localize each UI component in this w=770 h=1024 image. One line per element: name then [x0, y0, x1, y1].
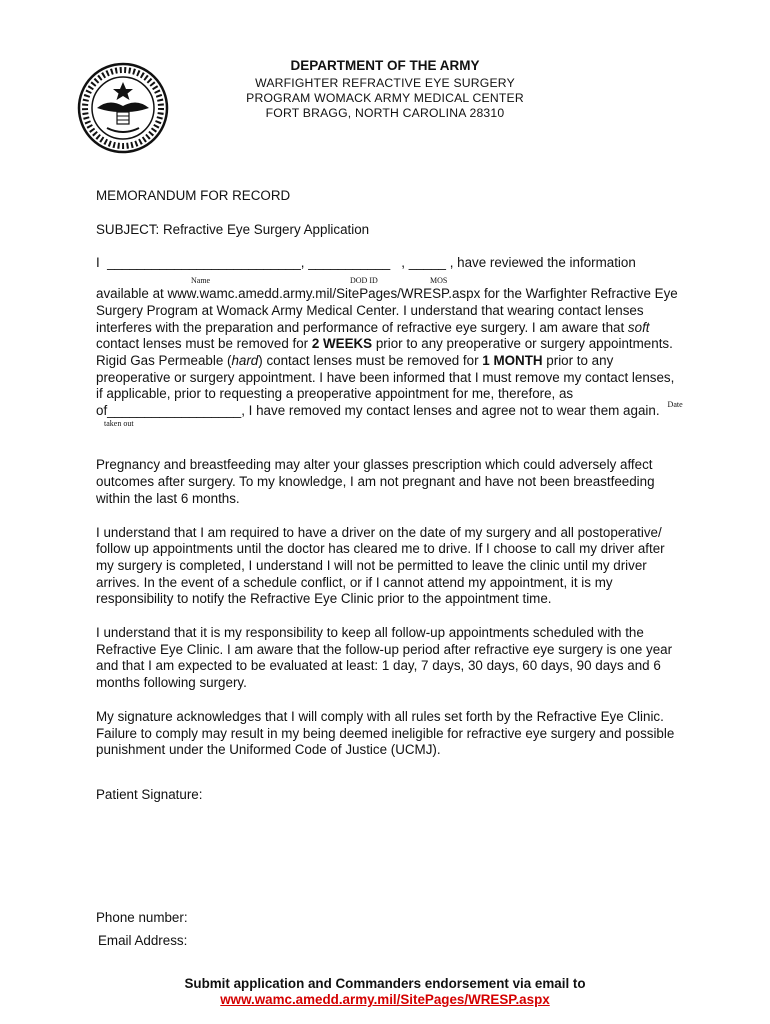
acknowledgement-paragraph: My signature acknowledges that I will comply with all rules set forth by the Refractive Eye Clinic. Failure to comply may result in my being deemed ineligible for refractive eye surgery and possible punishment under the Uniformed Code of Justice (UCMJ). — [96, 708, 675, 758]
footer-link[interactable]: www.wamc.amedd.army.mil/SitePages/WRESP.aspx — [220, 992, 550, 1007]
letterhead — [200, 58, 570, 121]
soft-emphasis: soft — [627, 319, 650, 335]
department-of-defense-seal — [77, 62, 169, 154]
contact-lens-paragraph: available at www.wamc.amedd.army.mil/SitePages/WRESP.aspx for the Warfighter Refractive Eye Surgery Program at Womack Army Medical Center. I understand that wearing contact lenses interferes with the preparation and performance of refractive eye surgery. I am aware that soft contact lenses must be removed for 2 WEEKS prior to any preoperative or surgery appointments. Rigid Gas Permeable (hard) contact lenses must be removed for 1 MONTH prior to any preoperative or surgery appointment. I have been informed that I must remove my contact lenses, if applicable, prior to requesting a preoperative appointment for me, therefore, as of__________________, I have removed my contact lenses and agree not to wear them again. $^{Date taken out}$ — [96, 286, 683, 428]
driver-paragraph: I understand that I am required to have a driver on the date of my surgery and all postoperative/ follow up appointments until the doctor has cleared me to drive. If I choose to call my driver after my surgery is completed, I understand I will not be permitted to leave the clinic until my driver arrives. In the event of a schedule conflict, or if I cannot attend my appointment, it is my responsibility to notify the Refractive Eye Clinic prior to the appointment time. — [96, 524, 665, 607]
memo-body — [96, 188, 681, 804]
patient-signature-label[interactable]: Patient Signature: — [96, 786, 203, 802]
pregnancy-paragraph: Pregnancy and breastfeeding may alter your glasses prescription which could adversely affect outcomes after surgery. To my knowledge, I am not pregnant and have not been breastfeeding within the last 6 months. — [96, 457, 655, 506]
label-mos: MOS — [430, 276, 448, 286]
applicant-info-line[interactable]: I __________________________, ___________ , _____ , have reviewed the information — [96, 255, 636, 271]
label-name: Name — [191, 276, 211, 286]
letterhead-line-1: WARFIGHTER REFRACTIVE EYE SURGERY — [255, 76, 515, 90]
two-weeks-emphasis: 2 WEEKS — [311, 336, 373, 352]
email-address-label[interactable]: Email Address: — [98, 933, 188, 948]
phone-number-label[interactable]: Phone number: — [96, 910, 188, 925]
label-date-taken-out: Date taken out — [104, 400, 683, 428]
footer-instruction: Submit application and Commanders endorsement via email to — [184, 976, 586, 991]
memo-heading: MEMORANDUM FOR RECORD — [96, 188, 291, 203]
one-month-emphasis: 1 MONTH — [482, 352, 543, 368]
hard-emphasis: hard — [231, 352, 259, 368]
label-dod-id: DOD ID — [350, 276, 378, 286]
applicant-info-labels — [96, 272, 681, 286]
letterhead-line-2: PROGRAM WOMACK ARMY MEDICAL CENTER — [246, 91, 524, 105]
letterhead-line-3: FORT BRAGG, NORTH CAROLINA 28310 — [265, 106, 505, 120]
letterhead-title: DEPARTMENT OF THE ARMY — [290, 58, 480, 73]
follow-up-paragraph: I understand that it is my responsibility to keep all follow-up appointments scheduled with the Refractive Eye Clinic. I am aware that the follow-up period after refractive eye surgery is one year and that I am expected to be evaluated at least: 1 day, 7 days, 30 days, 60 days, 90 days and 6 months following surgery. — [96, 625, 673, 691]
footer — [0, 976, 770, 1008]
memo-subject: SUBJECT: Refractive Eye Surgery Application — [96, 221, 370, 237]
